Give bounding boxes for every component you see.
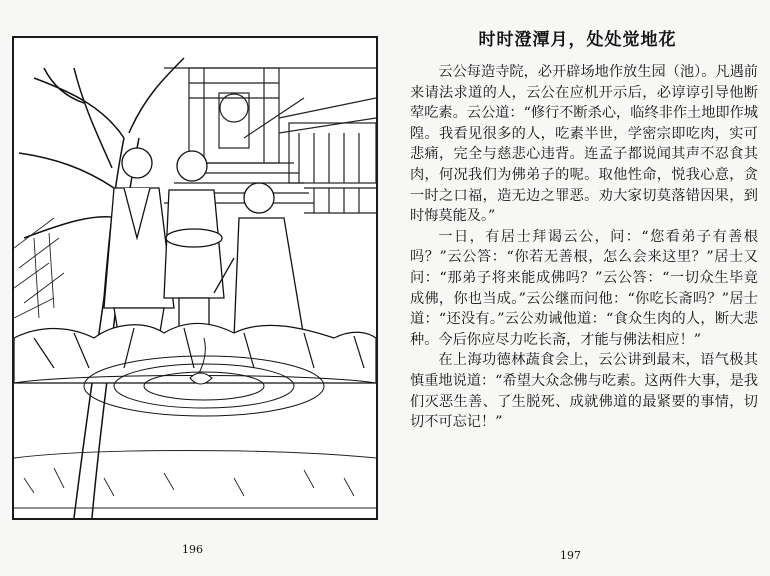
right-page [385, 0, 770, 576]
left-page-number: 196 [182, 543, 203, 556]
paragraph: 一日，有居士拜谒云公，问：“您看弟子有善根吗？”云公答：“你若无善根，怎么会来这里？”居士又问：“那弟子将来能成佛吗？”云公答：“一切众生毕竟成佛，你也当成。”云公继而问他：“你吃长斋吗？”居士道：“还没有。”云公劝诫他道：“食众生肉的人，断大悲种。今后你应尽力吃长斋，才能与佛法相应！” [410, 228, 758, 348]
paragraph: 云公每造寺院，必开辟场地作放生园（池）。凡遇前来请法求道的人，云公在应机开示后，必谆谆引导他断荤吃素。云公道：“修行不断杀心，临终非作土地即作城隍。我看见很多的人，吃素半世，学密宗即吃肉，实可悲痛，完全与慈悲心违背。连孟子都说闻其声不忍食其肉，何况我们为佛弟子的呢。取他性命，悦我心意，贪一时之口福，造无边之罪恶。劝大家切莫落错因果，到时悔莫能及。” [410, 64, 758, 225]
page-title: 时时澄潭月，处处觉地花 [478, 30, 677, 50]
illustration [12, 36, 378, 520]
illustration-drawing [14, 38, 376, 518]
right-page-number: 197 [560, 549, 581, 562]
body-text [410, 62, 758, 433]
paragraph: 在上海功德林蔬食会上，云公讲到最末，语气极其慎重地说道：“希望大众念佛与吃素。这两件大事，是我们灭恶生善、了生脱死、成就佛道的最紧要的事情，切切不可忘记！” [410, 352, 758, 431]
